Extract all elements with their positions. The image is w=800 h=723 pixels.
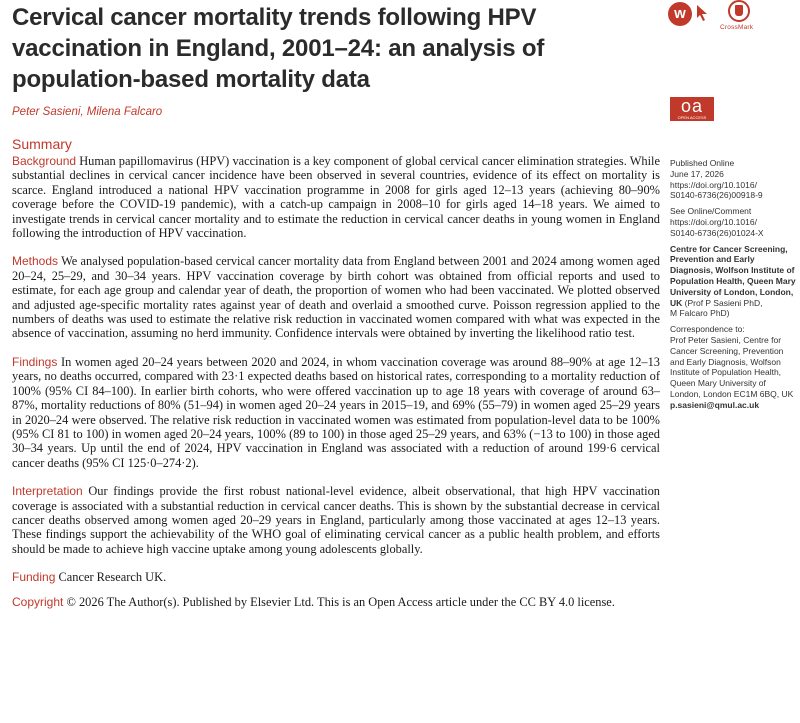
- background-label: Background: [12, 154, 77, 168]
- crossmark-label: CrossMark: [720, 24, 754, 31]
- comment-doi-link[interactable]: https://doi.org/10.1016/: [670, 216, 757, 227]
- oa-letters: oa: [680, 96, 704, 116]
- correspondence-line: London, London EC1M 6BQ, UK: [670, 388, 794, 399]
- doi-link[interactable]: S0140-6736(26)00918-9: [670, 190, 763, 201]
- affiliation-line: [670, 298, 792, 309]
- comment-block: [670, 206, 792, 238]
- comment-line: See Online/Comment: [670, 206, 752, 217]
- funding-text: Cancer Research UK.: [58, 570, 167, 585]
- article-title: Cervical cancer mortality trends following HPV vaccination in England, 2001–24: an analysis of population-based mortality data: [12, 4, 545, 93]
- affiliation-line: Diagnosis, Wolfson Institute of: [670, 265, 795, 276]
- cursor-arrow-icon: [696, 4, 710, 22]
- abstract-body: [12, 154, 660, 623]
- correspondence-line: Prof Peter Sasieni, Centre for: [670, 334, 782, 345]
- published-line: June 17, 2026: [670, 168, 724, 179]
- correspondence-line: Institute of Population Health,: [670, 367, 782, 378]
- interpretation-label: Interpretation: [12, 484, 83, 499]
- correspondence-line: Queen Mary University of: [670, 378, 766, 389]
- author-list: Peter Sasieni, Milena Falcaro: [12, 106, 163, 118]
- findings-section: [12, 355, 660, 470]
- affiliation-line: Population Health, Queen Mary: [670, 275, 796, 286]
- methods-text: We analysed population-based cervical cancer mortality data from England between 2001 and 2024 among women aged 20–24, 25–29, and 30–34 years. HPV vaccination coverage by birth cohort was obtained from official reports and used to estimate, for each age group and calendar year of death, the proportion of women who had been vaccinated. We plotted observed and adjusted age-specific mortality rates against year of death and overlaid a smoothed curve. Poisson regression applied to the numbers of deaths was used to estimate the relative risk reduction in vaccinated women compared with what was expected in the absence of vaccination, assuming no herd immunity. Confidence intervals were obtained by inverting the likelihood ratio test.: [12, 254, 660, 341]
- interpretation-section: [12, 484, 660, 556]
- w-logo-icon[interactable]: w: [668, 2, 692, 26]
- published-online-block: [670, 158, 792, 201]
- header-badges: [668, 0, 778, 34]
- interpretation-text: Our findings provide the first robust national-level evidence, albeit observational, that high HPV vaccination coverage is associated with a substantial reduction in cervical cancer deaths. This is shown by the substantial decrease in cervical cancer deaths observed among women aged 20–29 years in England, particularly among those vaccinated at ages 12–13 years. These findings support the achievability of the WHO goal of eliminating cervical cancer as a public health problem, and efforts should be made to achieve high vaccine uptake among young adolescents globally.: [12, 484, 661, 556]
- findings-text: In women aged 20–24 years between 2020 and 2024, in whom vaccination coverage was around 88–90% at age 12–13 years, no deaths occurred, compared with 23·1 expected deaths based on historical rates, corresponding to a mortality reduction of 100% (95% CI 84–100). In earlier birth cohorts, who were offered vaccination up to age 18 years with coverage of around 63–87%, mortality reductions of 80% (51–94) in women aged 20–24 years in 2015–19, and 69% (55–79) in women aged 25–29 years in 2020–24 were observed. The relative risk reduction in vaccinated women was estimated from population-level data to be 100% (95% CI 81 to 100) in women aged 20–24 years, 100% (89 to 100) in those aged 25–29 years, and 63% (−13 to 100) in those aged 30–34 years. Up until the end of 2024, HPV vaccination in England was associated with a reduction of around 199·6 cervical cancer deaths (95% CI 125·0–274·2).: [12, 354, 660, 470]
- methods-label: Methods: [12, 254, 59, 269]
- affiliation-line: Prevention and Early: [670, 254, 755, 265]
- doi-link[interactable]: https://doi.org/10.1016/: [670, 179, 757, 190]
- article-sidebar: [670, 158, 796, 416]
- affiliation-block: [670, 243, 796, 320]
- correspondence-block: [670, 324, 792, 410]
- summary-heading: Summary: [12, 136, 72, 152]
- copyright-text: © 2026 The Author(s). Published by Elsevier Ltd. This is an Open Access article under the CC BY 4.0 license.: [66, 594, 615, 609]
- oa-subtext: OPEN ACCESS: [677, 115, 707, 120]
- email-link[interactable]: p.sasieni@qmul.ac.uk: [670, 399, 760, 410]
- background-text: Human papillomavirus (HPV) vaccination is a key component of global cervical cancer elimination strategies. While substantial declines in cervical cancer incidence have been observed in several countries, evidence of its effect on mortality is scarce. England introduced a national HPV vaccination programme in 2008 for girls aged 12–13 years (achieving 80–90% coverage before the COVID-19 pandemic), with a catch-up campaign in 2008–10 for girls aged 14–18 years. We aimed to investigate trends in cervical cancer mortality and to estimate the reduction in cervical cancer deaths in young women in England following the introduction of HPV vaccination.: [12, 154, 660, 241]
- affiliation-line: M Falcaro PhD): [670, 308, 730, 319]
- funding-label: Funding: [12, 570, 56, 585]
- copyright-section: [12, 595, 660, 609]
- methods-section: [12, 254, 660, 340]
- background-section: [12, 154, 660, 240]
- correspondence-line: and Early Diagnosis, Wolfson: [670, 356, 781, 367]
- affiliation-author: (Prof P Sasieni PhD,: [682, 297, 763, 308]
- affiliation-line: University of London, London,: [670, 286, 794, 297]
- correspondence-line: Correspondence to:: [670, 324, 745, 335]
- funding-section: [12, 570, 660, 584]
- affiliation-line: Centre for Cancer Screening,: [670, 243, 788, 254]
- open-access-badge: [670, 97, 714, 121]
- correspondence-line: Cancer Screening, Prevention: [670, 345, 784, 356]
- affiliation-country: UK: [670, 297, 683, 308]
- copyright-label: Copyright: [12, 594, 64, 609]
- comment-doi-link[interactable]: S0140-6736(26)01024-X: [670, 227, 764, 238]
- crossmark-icon[interactable]: [728, 0, 750, 22]
- findings-label: Findings: [12, 354, 58, 369]
- published-line: Published Online: [670, 158, 735, 168]
